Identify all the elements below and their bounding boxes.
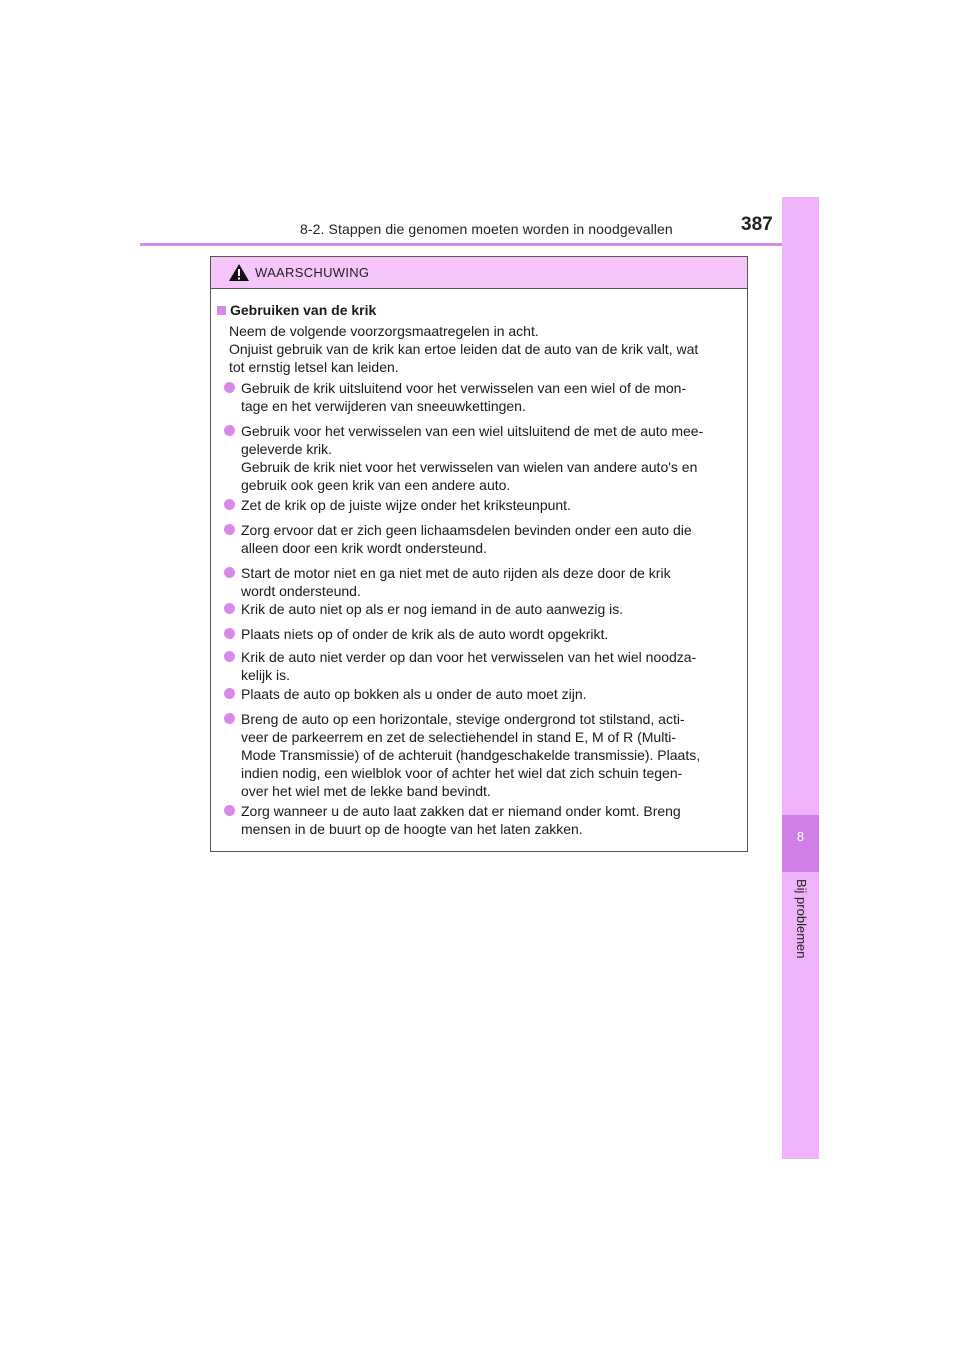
bullet-icon	[224, 805, 235, 816]
item-line: wordt ondersteund.	[241, 583, 361, 599]
item-line: indien nodig, een wielblok voor of achter het wiel dat zich schuin tegen-	[241, 765, 683, 781]
bullet-icon	[224, 567, 235, 578]
item-line: veer de parkeerrem en zet de selectiehendel in stand E, M of R (Multi-	[241, 729, 676, 745]
list-item	[224, 379, 744, 415]
item-line: Plaats niets op of onder de krik als de auto wordt opgekrikt.	[241, 626, 609, 642]
list-item	[224, 802, 744, 838]
item-line: Breng de auto op een horizontale, stevige ondergrond tot stilstand, acti-	[241, 711, 685, 727]
chapter-number: 8	[796, 829, 805, 844]
intro-line: tot ernstig letsel kan leiden.	[229, 359, 399, 375]
item-line: over het wiel met de lekke band bevindt.	[241, 783, 491, 799]
item-line: alleen door een krik wordt ondersteund.	[241, 540, 487, 556]
item-line: Gebruik voor het verwisselen van een wiel uitsluitend de met de auto mee-	[241, 423, 704, 439]
list-item	[224, 521, 744, 557]
item-line: mensen in de buurt op de hoogte van het laten zakken.	[241, 821, 583, 837]
item-line: kelijk is.	[241, 667, 291, 683]
intro-line: Onjuist gebruik van de krik kan ertoe leiden dat de auto van de krik valt, wat	[229, 341, 699, 357]
warning-title: WAARSCHUWING	[255, 265, 370, 280]
bullet-icon	[224, 713, 235, 724]
list-item	[224, 600, 744, 618]
list-item	[224, 685, 744, 703]
item-line: Zorg wanneer u de auto laat zakken dat er niemand onder komt. Breng	[241, 803, 681, 819]
item-line: gebruik ook geen krik van een andere auto.	[241, 477, 511, 493]
warning-triangle-icon	[228, 263, 250, 282]
bullet-icon	[224, 425, 235, 436]
item-line: Gebruik de krik niet voor het verwisselen van wielen van andere auto's en	[241, 459, 698, 475]
section-heading-text: Gebruiken van de krik	[230, 302, 377, 318]
item-line: Gebruik de krik uitsluitend voor het verwisselen van een wiel of de mon-	[241, 380, 687, 396]
section-title: 8-2. Stappen die genomen moeten worden in noodgevallen	[300, 221, 673, 237]
square-bullet-icon	[217, 306, 226, 315]
item-line: Mode Transmissie) of de achteruit (handgeschakelde transmissie). Plaats,	[241, 747, 701, 763]
item-line: Zet de krik op de juiste wijze onder het kriksteunpunt.	[241, 497, 571, 513]
header-divider	[140, 243, 819, 246]
bullet-icon	[224, 524, 235, 535]
list-item	[224, 564, 744, 600]
bullet-icon	[224, 651, 235, 662]
item-line: geleverde krik.	[241, 441, 333, 457]
list-item	[224, 422, 744, 494]
item-line: tage en het verwijderen van sneeuwkettingen.	[241, 398, 526, 414]
bullet-icon	[224, 499, 235, 510]
list-item	[224, 648, 744, 684]
warning-box	[210, 256, 748, 852]
bullet-icon	[224, 603, 235, 614]
intro-line: Neem de volgende voorzorgsmaatregelen in acht.	[229, 323, 539, 339]
intro-text	[229, 322, 741, 376]
chapter-label: Bij problemen	[794, 879, 809, 959]
chapter-side-tab	[782, 197, 819, 1159]
item-line: Plaats de auto op bokken als u onder de auto moet zijn.	[241, 686, 587, 702]
list-item	[224, 710, 744, 800]
item-line: Zorg ervoor dat er zich geen lichaamsdelen bevinden onder een auto die	[241, 522, 692, 538]
list-item	[224, 625, 744, 643]
bullet-icon	[224, 382, 235, 393]
bullet-icon	[224, 688, 235, 699]
warning-header	[211, 257, 747, 289]
item-line: Krik de auto niet verder op dan voor het verwisselen van het wiel noodza-	[241, 649, 697, 665]
page-number: 387	[741, 214, 773, 235]
item-line: Start de motor niet en ga niet met de auto rijden als deze door de krik	[241, 565, 671, 581]
list-item	[224, 496, 744, 514]
bullet-icon	[224, 628, 235, 639]
section-heading	[217, 302, 376, 318]
item-line: Krik de auto niet op als er nog iemand in de auto aanwezig is.	[241, 601, 624, 617]
